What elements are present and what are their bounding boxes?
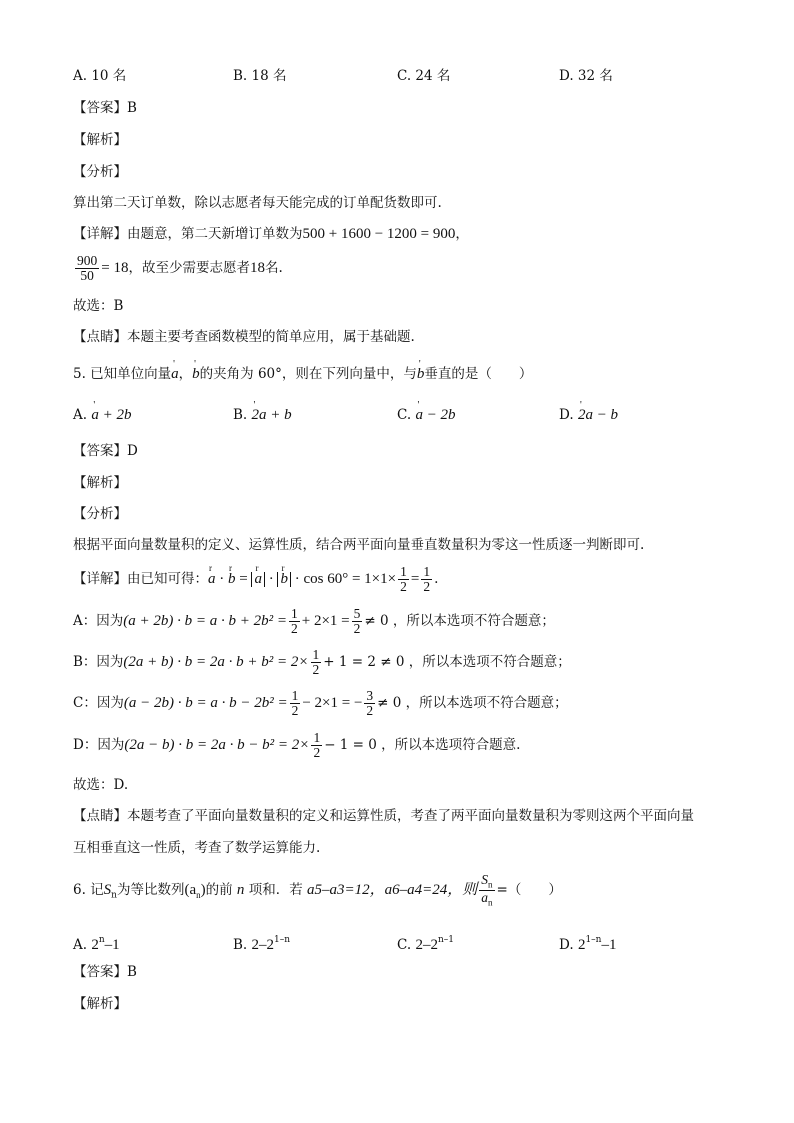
- q5-jiexi-tag: 【解析】: [73, 475, 127, 491]
- q5-option-c: [397, 405, 456, 425]
- q5-detail-text: 由已知可得：: [127, 571, 208, 587]
- q5-stem-c: 的夹角为 60°，则在下列向量中，与: [199, 366, 417, 382]
- fraction-half: [290, 689, 301, 718]
- q4-choice: 故选：B: [73, 298, 124, 314]
- q4-detail-expr: 500 + 1600 − 1200 = 900: [302, 226, 456, 242]
- frac-numerator: 1: [290, 605, 298, 621]
- q6-an: [184, 882, 205, 898]
- q5-option-d: [559, 405, 618, 425]
- frac-numerator: 1: [400, 563, 407, 579]
- option-expr: ' a − 2b: [415, 405, 455, 425]
- q5-option-b: [233, 405, 292, 425]
- fraction-five-halves: [352, 607, 363, 636]
- option-label: D.: [559, 937, 574, 953]
- fraction-half: [311, 648, 322, 677]
- answer-tag: 【答案】: [73, 964, 127, 980]
- q4-detail-line: [73, 224, 469, 244]
- case-expr: (2a − b) · b = 2a · b − b² = 2×: [124, 737, 310, 753]
- comment-tag: 【点睛】: [73, 329, 127, 345]
- case-lead: C：因为: [73, 695, 124, 711]
- q6-conditions: a5–a3=12，a6–a4=24，则: [307, 882, 478, 898]
- q5-comment-line-1: [73, 806, 694, 826]
- q5-comment-line-2: 互相垂直这一性质，考查了数学运算能力.: [73, 840, 321, 856]
- q5-stem-a: 5. 已知单位向量: [73, 366, 172, 382]
- q5-case-a: [73, 604, 555, 638]
- frac-denominator: 2: [423, 579, 431, 594]
- frac-denominator: 2: [353, 621, 361, 636]
- q4-frac-unit: 名.: [264, 260, 283, 276]
- q4-jiexi-tag: 【解析】: [73, 132, 127, 148]
- vec-a: r a: [208, 562, 216, 596]
- q4-detail-text: 由题意，第二天新增订单数为: [127, 226, 303, 242]
- q6-stem-d: 项和．若: [248, 882, 303, 898]
- q5-fenxi-tag: 【分析】: [73, 506, 127, 522]
- q5-choice: 故选：D.: [73, 777, 129, 793]
- q4-frac-value: 18: [249, 260, 265, 276]
- case-expr: (a − 2b) · b = a · b − 2b² =: [123, 695, 288, 711]
- case-expr: (a + 2b) · b = a · b + 2b² =: [123, 613, 287, 629]
- frac-numerator: [479, 873, 494, 890]
- case-lead: A：因为: [73, 613, 124, 629]
- option-rest: –1: [601, 937, 617, 953]
- frac-numerator: 1: [291, 687, 299, 703]
- frac-denominator: 2: [313, 745, 321, 760]
- q6-sub-n: n: [111, 890, 117, 901]
- frac-numerator: 5: [353, 605, 361, 621]
- frac-numerator: 1: [313, 729, 321, 745]
- case-end: ≠ 0 ，所以本选项不符合题意；: [364, 613, 555, 629]
- q5-known-expr: r a · r b = r a · r b · cos 60° = 1×1×: [208, 571, 396, 587]
- option-exp: n–1: [437, 935, 454, 945]
- case-lead: B：因为: [73, 654, 124, 670]
- option-expr: ' a + 2b: [91, 405, 131, 425]
- q6-option-d: [559, 930, 616, 955]
- q6-sub-n: n: [196, 890, 201, 900]
- fraction-half: [421, 565, 432, 594]
- frac-denominator: 2: [400, 579, 407, 594]
- fraction-half: [289, 607, 300, 636]
- q6-option-a: [73, 930, 120, 955]
- frac-sub: n: [488, 879, 493, 890]
- q5-var-b: ' b: [192, 364, 200, 384]
- comment-tag: 【点睛】: [73, 808, 127, 824]
- q4-frac-result: = 18: [101, 260, 129, 276]
- option-base: 2–2: [415, 937, 438, 953]
- q5-stem-b: ，: [178, 366, 193, 382]
- q5-var-a: ' a: [171, 364, 179, 384]
- q6-n: n: [236, 882, 245, 898]
- vec-b: r b: [228, 562, 236, 596]
- option-base: 2–2: [251, 937, 275, 953]
- q4-fraction: [75, 254, 99, 283]
- q6-stem-b: 为等比数列: [116, 882, 185, 898]
- q6-option-c: [397, 930, 454, 955]
- q6-sn: S: [103, 882, 112, 898]
- q4-frac-line: [73, 250, 283, 286]
- q5-option-a: [73, 405, 131, 425]
- option-exp: 1–n: [274, 935, 291, 945]
- q4-option-c: C. 24 名: [397, 68, 451, 84]
- option-rest: –1: [104, 937, 120, 953]
- q4-comment-line: [73, 327, 415, 347]
- frac-numerator: 3: [366, 687, 374, 703]
- option-exp: n: [98, 935, 105, 945]
- frac-sub: n: [488, 897, 493, 908]
- q4-option-a: A. 10 名: [73, 68, 127, 84]
- q5-stem-d: 垂直的是（ ）: [424, 366, 533, 382]
- q6-stem-c: 的前: [205, 882, 233, 898]
- option-exp: 1–n: [585, 935, 602, 945]
- option-label: B.: [233, 937, 248, 953]
- q6-stem: [73, 870, 562, 916]
- q6-fraction: [479, 873, 494, 908]
- q4-answer-line: [73, 98, 137, 118]
- answer-tag: 【答案】: [73, 100, 127, 116]
- q5-case-c: [73, 686, 568, 720]
- q5-answer-line: [73, 441, 138, 461]
- frac-denominator: 2: [291, 703, 299, 718]
- q5-case-b: [73, 645, 571, 679]
- q6-answer-line: [73, 962, 137, 982]
- q4-comment: 本题主要考查函数模型的简单应用，属于基础题.: [127, 329, 415, 345]
- frac-denominator: 2: [366, 703, 374, 718]
- option-base: 2: [577, 937, 586, 953]
- frac-denominator: 2: [312, 662, 320, 677]
- case-lead: D：因为: [73, 737, 125, 753]
- case-tail: − 1 = 0 ，所以本选项符合题意.: [324, 737, 521, 753]
- q4-answer: B: [127, 100, 137, 116]
- q5-var-b-2: ' b: [417, 364, 425, 384]
- detail-tag: 【详解】: [73, 571, 127, 587]
- option-expr: ' 2a − b: [578, 405, 618, 425]
- frac-a: a: [481, 890, 489, 905]
- q6-answer: B: [127, 964, 137, 980]
- frac-denominator: [479, 890, 494, 908]
- q5-known-mid: · cos 60° = 1×1×: [294, 571, 397, 587]
- q6-stem-e: =（ ）: [496, 882, 562, 898]
- option-label: D.: [559, 407, 574, 423]
- q5-answer: D: [127, 443, 138, 459]
- fraction-three-halves: [364, 689, 375, 718]
- q4-option-b: B. 18 名: [233, 68, 287, 84]
- q5-fenxi-text: 根据平面向量数量积的定义、运算性质，结合两平面向量垂直数量积为零这一性质逐一判断即可.: [73, 537, 645, 553]
- option-label: A.: [73, 407, 88, 423]
- option-label: A.: [73, 937, 88, 953]
- q6-jiexi-tag: 【解析】: [73, 996, 127, 1012]
- frac-denominator: 2: [290, 621, 298, 636]
- q4-detail-tail: ，: [455, 226, 469, 242]
- fraction-half: [311, 731, 322, 760]
- option-label: C.: [397, 937, 412, 953]
- answer-tag: 【答案】: [73, 443, 127, 459]
- q4-fenxi-tag: 【分析】: [73, 164, 127, 180]
- frac-numerator: 1: [312, 646, 320, 662]
- vec-b: r b: [280, 572, 288, 587]
- q5-stem: [73, 364, 532, 384]
- case-tail: − 2×1 = −: [302, 695, 363, 711]
- q5-case-d: [73, 728, 520, 762]
- q4-frac-text: ，故至少需要志愿者: [128, 260, 250, 276]
- q6-an-open: (a: [184, 882, 197, 898]
- frac-denominator: 50: [75, 268, 99, 283]
- q6-an-close: ): [200, 882, 206, 898]
- case-end: ≠ 0 ，所以本选项不符合题意；: [377, 695, 568, 711]
- frac-numerator: 1: [423, 563, 431, 579]
- q5-comment-1: 本题考查了平面向量数量积的定义和运算性质，考查了两平面向量数量积为零则这两个平面向量: [127, 808, 694, 824]
- q5-detail-line: 【详解】由已知可得：r a · r b = r a · r b · cos 60° = 1×1× $\frac{1}{2}$ = $\frac{1}{2}$ .: [73, 562, 438, 596]
- detail-tag: 【详解】: [73, 226, 127, 242]
- fraction-half: [398, 565, 409, 594]
- option-label: B.: [233, 407, 248, 423]
- option-base: 2: [91, 937, 99, 953]
- frac-numerator: 900: [77, 252, 98, 268]
- q4-option-d: D. 32 名: [559, 68, 613, 84]
- option-expr: ' 2a + b: [252, 405, 292, 425]
- q4-fenxi-text: 算出第二天订单数，除以志愿者每天能完成的订单配货数即可.: [73, 195, 442, 211]
- q6-stem-a: 6. 记: [73, 882, 104, 898]
- case-expr: (2a + b) · b = 2a · b + b² = 2×: [123, 654, 309, 670]
- case-tail: + 2×1 =: [301, 613, 350, 629]
- frac-s: S: [481, 871, 489, 887]
- q6-option-b: [233, 930, 290, 955]
- case-tail: + 1 = 2 ≠ 0 ，所以本选项不符合题意；: [323, 654, 571, 670]
- option-label: C.: [397, 407, 412, 423]
- vec-a: r a: [254, 572, 262, 587]
